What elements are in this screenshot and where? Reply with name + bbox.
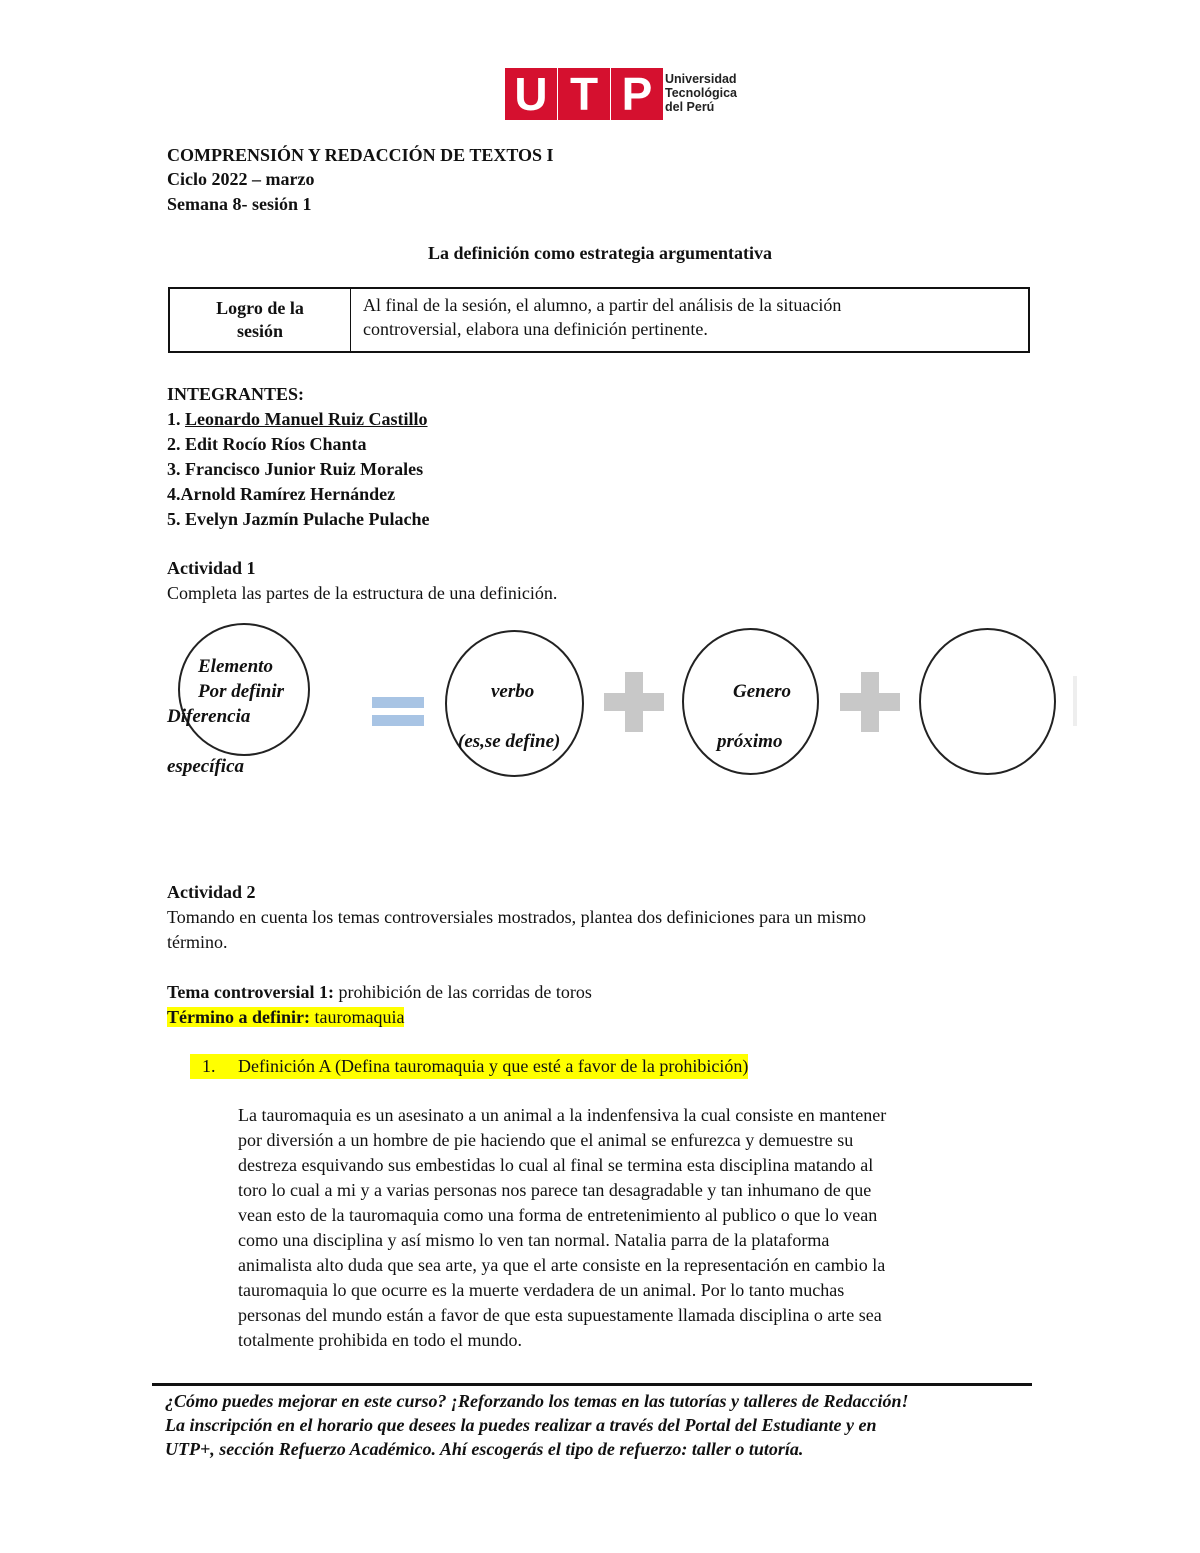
definicion-a-answer: La tauromaquia es un asesinato a un animal a la indenfensiva la cual consiste en mantener por diversión a un hombre de pie haciendo que el animal se enfurezca y demuestre su destreza esquivando sus embestidas lo cual al final se termina esta disciplina matando al toro lo cual a mi y a varias personas nos parece tan desagradable y tan inhumano de que vean esto de la tauromaquia como una forma de entretenimiento al publico o que lo vean como una disciplina y así mismo lo ven tan normal. Natalia parra de la plataforma animalista alto duda que sea arte, ya que el arte consiste en la representación en cambio la tauromaquia lo que ocurre es la muerte verdadera de un animal. Por lo tanto muchas personas del mundo están a favor de que esta supuestamente llamada disciplina o arte sea totalmente prohibida en todo el mundo.: [238, 1105, 887, 1350]
member-4: 4.Arnold Ramírez Hernández: [167, 484, 396, 504]
course-cycle: Ciclo 2022 – marzo: [167, 169, 315, 189]
member-2: 2. Edit Rocío Ríos Chanta: [167, 434, 367, 454]
termino-a-definir: Término a definir: tauromaquia: [167, 1007, 405, 1027]
logo-letter-p: P: [611, 68, 663, 120]
logo-letter-t: T: [558, 68, 610, 120]
logro-label: Logro de la sesión: [170, 289, 351, 351]
logo-university-name: Universidad Tecnológica del Perú: [665, 72, 738, 114]
label-elemento: Elemento: [198, 656, 273, 677]
course-name: COMPRENSIÓN Y REDACCIÓN DE TEXTOS I: [167, 145, 554, 165]
label-proximo: próximo: [717, 731, 783, 752]
plus-icon: [604, 672, 664, 732]
logo-letter-u: U: [505, 68, 557, 120]
course-week: Semana 8- sesión 1: [167, 194, 312, 214]
equals-icon: [372, 696, 424, 728]
partial-shape-edge: [1073, 676, 1077, 726]
actividad2-instruction-line1: Tomando en cuenta los temas controversiales mostrados, plantea dos definiciones para un mismo: [167, 907, 867, 927]
logro-text: Al final de la sesión, el alumno, a partir del análisis de la situación controversial, elabora una definición pertinente.: [363, 295, 842, 339]
plus-icon: [840, 672, 900, 732]
tema-controversial: Tema controversial 1: prohibición de las corridas de toros: [167, 982, 592, 1002]
member-5: 5. Evelyn Jazmín Pulache Pulache: [167, 509, 430, 529]
logro-table: [168, 287, 1030, 353]
footer-divider: [152, 1383, 1032, 1386]
actividad2-heading: Actividad 2: [167, 882, 256, 902]
actividad1-instruction: Completa las partes de la estructura de una definición.: [167, 583, 558, 603]
footer-note: ¿Cómo puedes mejorar en este curso? ¡Reforzando los temas en las tutorías y talleres de Redacción! La inscripción en el horario que desees la puedes realizar a través del Portal del Estudiante y en UTP+, sección Refuerzo Académico. Ahí escogerás el tipo de refuerzo: taller o tutoría.: [165, 1391, 909, 1459]
page-title: La definición como estrategia argumentativa: [428, 243, 772, 263]
utp-logo: [505, 68, 745, 120]
integrantes-heading: INTEGRANTES:: [167, 384, 305, 404]
label-por-definir: Por definir: [198, 681, 285, 702]
label-especifica: específica: [167, 756, 245, 777]
label-diferencia: Diferencia: [167, 706, 251, 727]
member-1: 1. Leonardo Manuel Ruiz Castillo: [167, 409, 428, 429]
member-3: 3. Francisco Junior Ruiz Morales: [167, 459, 424, 479]
circle-diferencia-empty: [919, 628, 1056, 775]
label-verbo: verbo: [491, 681, 535, 702]
label-genero: Genero: [733, 681, 792, 702]
actividad1-heading: Actividad 1: [167, 558, 256, 578]
label-es-se-define: (es,se define): [458, 731, 561, 752]
actividad2-instruction-line2: término.: [167, 932, 228, 952]
definicion-a-item: 1. Definición A (Defina tauromaquia y que esté a favor de la prohibición): [190, 1054, 748, 1079]
